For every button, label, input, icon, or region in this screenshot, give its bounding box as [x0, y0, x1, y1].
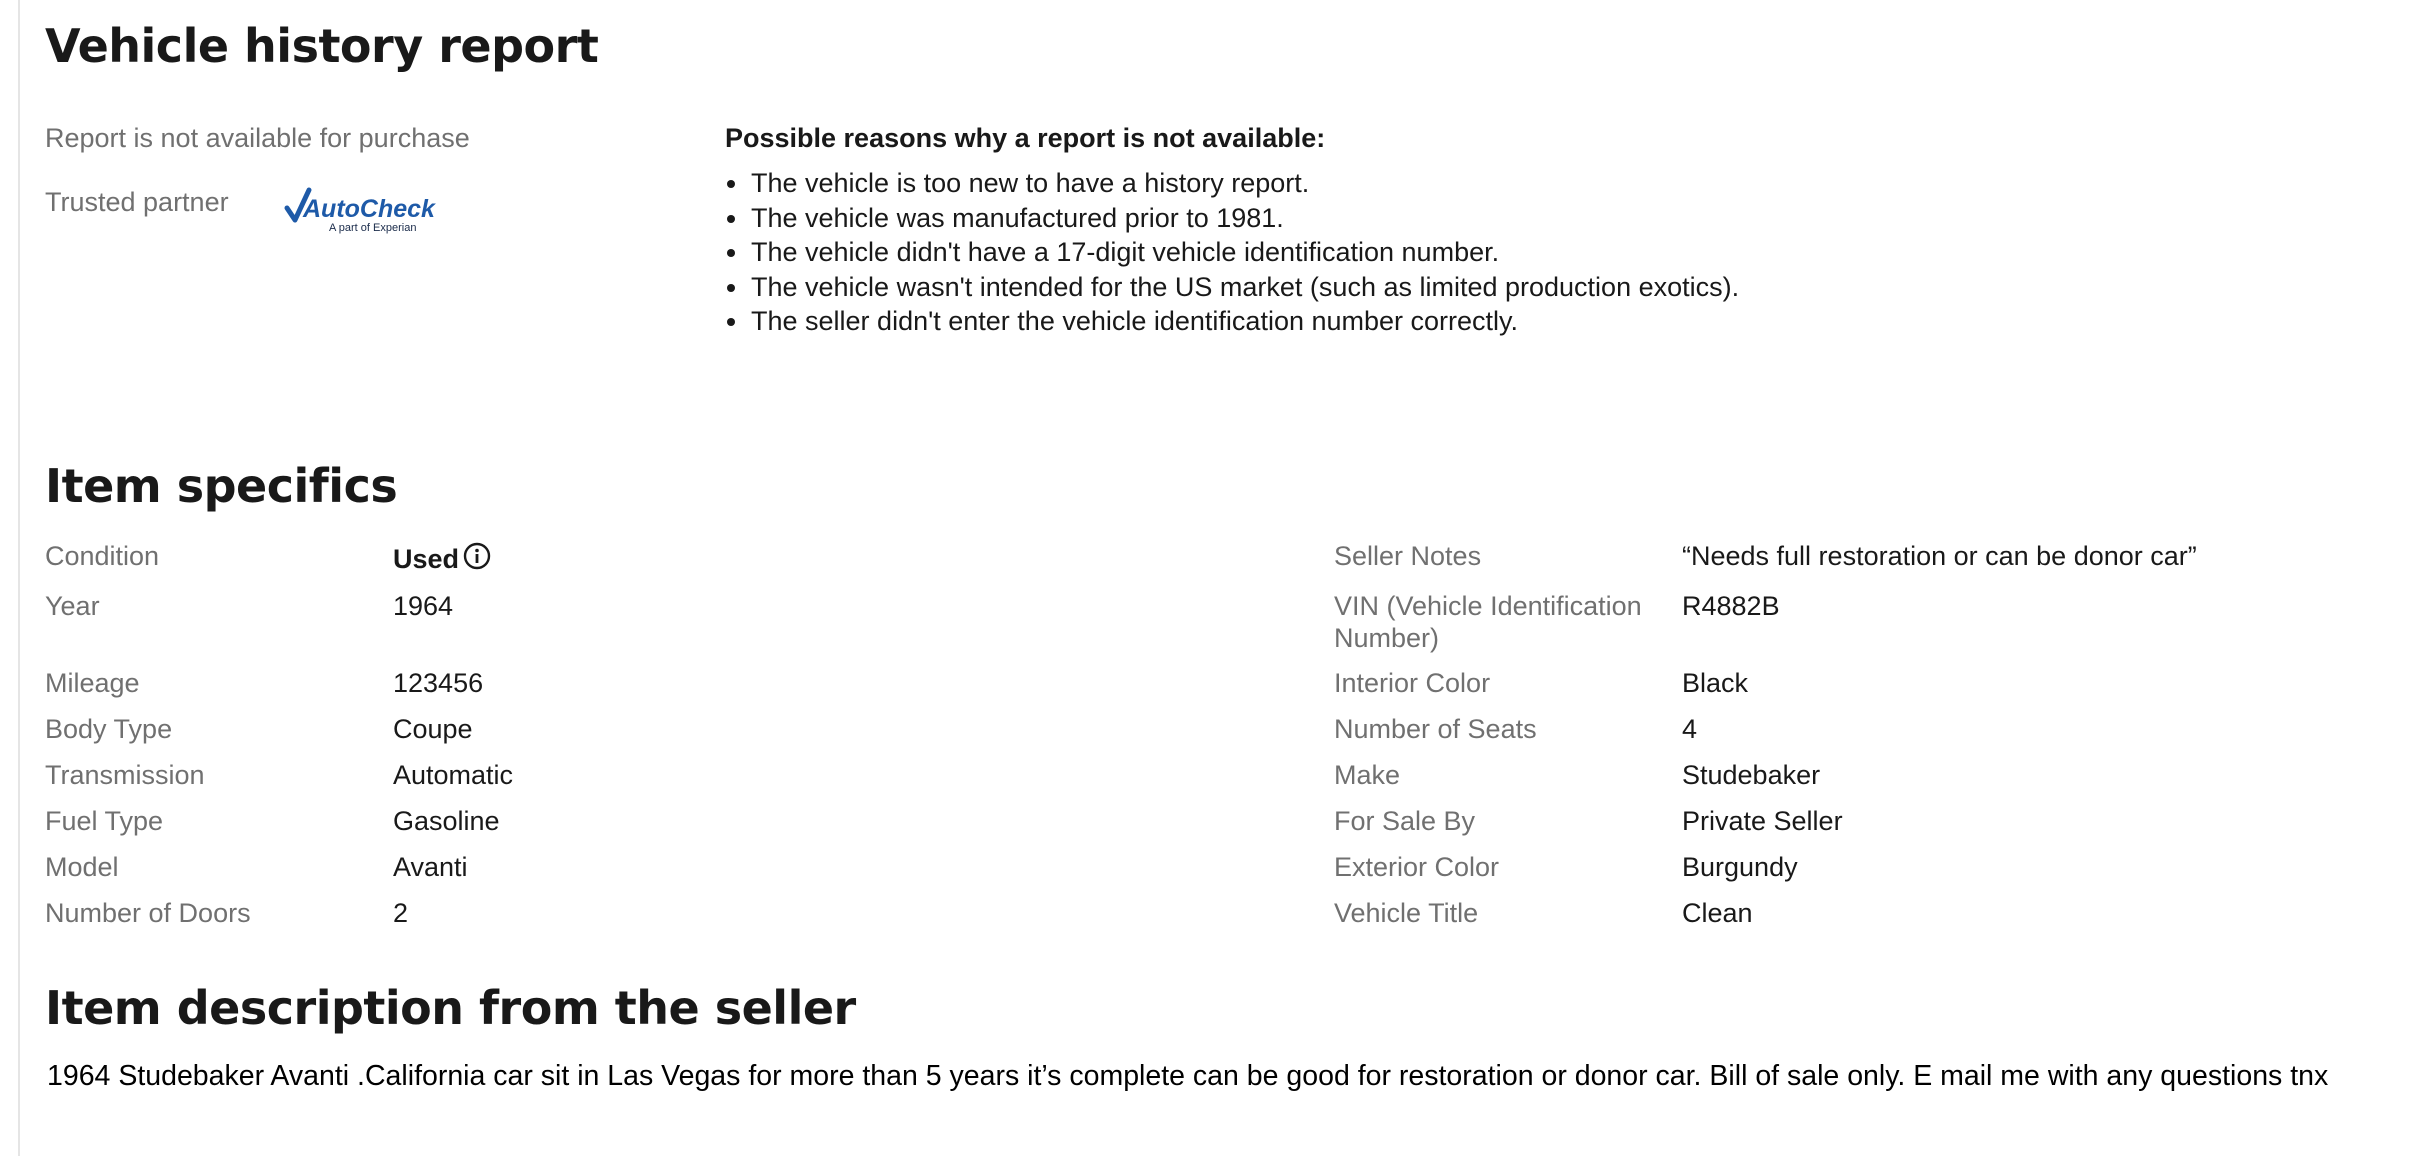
spec-value: Gasoline [393, 806, 500, 836]
spec-row-make [1334, 759, 2404, 805]
spec-row-year [45, 590, 1245, 667]
item-description-title: Item description from the seller [45, 981, 856, 1035]
spec-row-body-type [45, 713, 1245, 759]
spec-label: Year [45, 591, 100, 621]
list-item: The vehicle is too new to have a history report. [725, 166, 2125, 201]
spec-label: Make [1334, 760, 1401, 790]
trusted-partner [45, 182, 685, 236]
info-icon[interactable] [463, 542, 491, 570]
spec-row-condition [45, 540, 1245, 590]
report-unavailable-reasons [725, 118, 2125, 339]
spec-row-fuel-type [45, 805, 1245, 851]
autocheck-logo-name: AutoCheck [303, 195, 435, 223]
spec-label: Transmission [45, 760, 205, 790]
spec-label: VIN (Vehicle Identification Number) [1334, 591, 1642, 653]
spec-value: 123456 [393, 668, 484, 698]
spec-row-for-sale-by [1334, 805, 2404, 851]
spec-value: 2 [393, 898, 409, 928]
spec-value: Clean [1682, 898, 1753, 928]
spec-label: Number of Doors [45, 898, 251, 928]
autocheck-logo [283, 186, 443, 236]
spec-label: Seller Notes [1334, 541, 1482, 571]
spec-row-exterior-color [1334, 851, 2404, 897]
spec-row-seller-notes [1334, 540, 2404, 590]
spec-label: Interior Color [1334, 668, 1491, 698]
list-item: The vehicle wasn't intended for the US market (such as limited production exotics). [725, 270, 2125, 305]
list-item: The seller didn't enter the vehicle identification number correctly. [725, 304, 2125, 339]
item-specifics-left-column [45, 540, 1245, 943]
spec-value: Private Seller [1682, 806, 1843, 836]
spec-label: Number of Seats [1334, 714, 1537, 744]
spec-row-model [45, 851, 1245, 897]
spec-value: 1964 [393, 591, 454, 621]
list-item: The vehicle didn't have a 17-digit vehicle identification number. [725, 235, 2125, 270]
list-item: The vehicle was manufactured prior to 1981. [725, 201, 2125, 236]
trusted-partner-label: Trusted partner [45, 187, 229, 217]
spec-value: “Needs full restoration or can be donor car” [1682, 541, 2197, 571]
spec-row-interior-color [1334, 667, 2404, 713]
page-left-border [18, 0, 20, 1156]
vehicle-history-summary [45, 118, 685, 236]
spec-label: Exterior Color [1334, 852, 1500, 882]
item-specifics-right-column [1334, 540, 2404, 943]
spec-value: 4 [1682, 714, 1698, 744]
spec-value: Coupe [393, 714, 473, 744]
reasons-heading: Possible reasons why a report is not available: [725, 123, 1326, 153]
spec-value: R4882B [1682, 591, 1780, 621]
spec-value: Black [1682, 668, 1749, 698]
item-specifics-title: Item specifics [45, 459, 398, 513]
spec-label: Mileage [45, 668, 140, 698]
spec-label: Body Type [45, 714, 173, 744]
spec-value [393, 540, 491, 572]
spec-value: Avanti [393, 852, 468, 882]
reasons-list [725, 166, 2125, 339]
spec-row-transmission [45, 759, 1245, 805]
spec-row-vehicle-title [1334, 897, 2404, 943]
spec-row-number-of-seats [1334, 713, 2404, 759]
item-description-text: 1964 Studebaker Avanti .California car sit in Las Vegas for more than 5 years it’s complete can be good for restoration or donor car. Bill of sale only. E mail me with any questions tnx [47, 1060, 2329, 1092]
spec-value: Studebaker [1682, 760, 1821, 790]
spec-label: For Sale By [1334, 806, 1476, 836]
spec-label: Condition [45, 541, 160, 571]
spec-value: Burgundy [1682, 852, 1798, 882]
spec-label: Model [45, 852, 119, 882]
spec-row-number-of-doors [45, 897, 1245, 943]
vehicle-history-title: Vehicle history report [45, 19, 599, 73]
spec-label: Vehicle Title [1334, 898, 1479, 928]
autocheck-logo-tagline: A part of Experian [329, 222, 417, 234]
spec-value: Automatic [393, 760, 514, 790]
spec-row-vin [1334, 590, 2404, 667]
spec-label: Fuel Type [45, 806, 164, 836]
spec-row-mileage [45, 667, 1245, 713]
condition-value: Used [393, 544, 460, 574]
report-status: Report is not available for purchase [45, 123, 470, 153]
